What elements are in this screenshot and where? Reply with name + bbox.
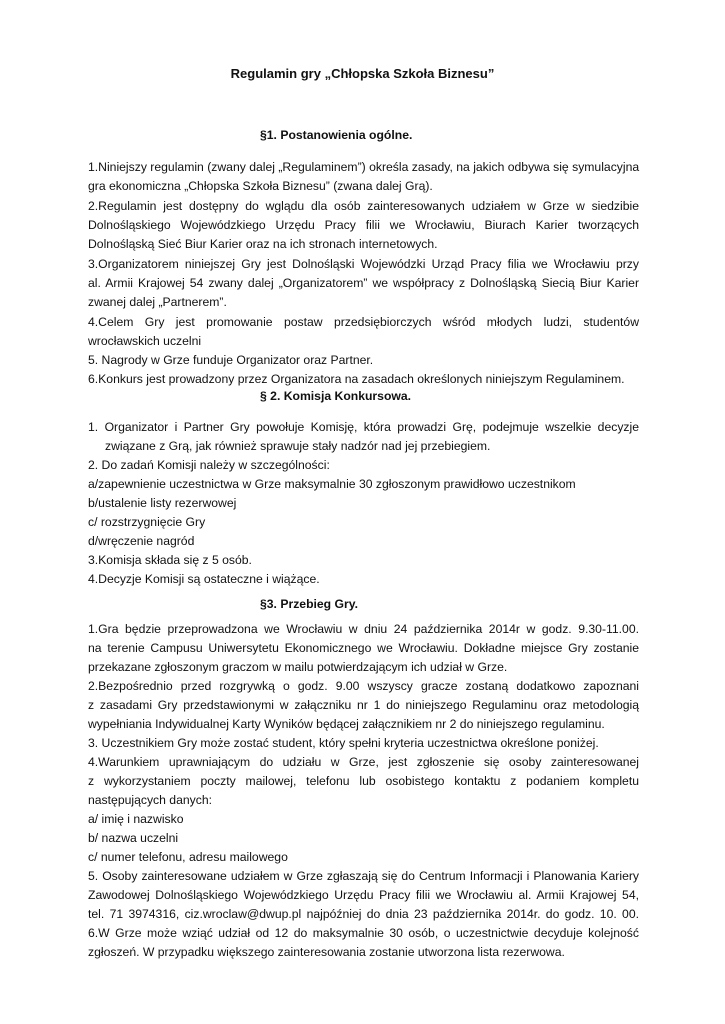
paragraph-line: na terenie Campusu Uniwersytetu Ekonomicznego we Wrocławiu. Dokładne miejsce Gry zostanie bbox=[88, 641, 639, 655]
section3-heading: §3. Przebieg Gry. bbox=[260, 597, 358, 611]
paragraph-line: 6.W Grze może wziąć udział od 12 do maksymalnie 30 osób, o uczestnictwie decyduje kolejność bbox=[88, 926, 639, 940]
paragraph-line: 2.Regulamin jest dostępny do wglądu dla osób zainteresowanych udziałem w Grze w siedzibie bbox=[88, 199, 639, 213]
paragraph-line: 1. Organizator i Partner Gry powołuje Komisję, która prowadzi Grę, podejmuje wszelkie decyzje bbox=[88, 420, 639, 434]
paragraph-line: b/ustalenie listy rezerwowej bbox=[88, 496, 237, 510]
paragraph-line: c/ numer telefonu, adresu mailowego bbox=[88, 850, 288, 864]
paragraph-line: wrocławskich uczelni bbox=[88, 334, 202, 348]
paragraph-line: 5. Osoby zainteresowane udziałem w Grze zgłaszają się do Centrum Informacji i Planowania Kariery bbox=[88, 869, 639, 883]
paragraph-line: al. Armii Krajowej 54 zwany dalej „Organizatorem” we współpracy z Dolnośląską Siecią Biur Karier bbox=[88, 276, 639, 290]
paragraph-line: gra ekonomiczna „Chłopska Szkoła Biznesu” (zwana dalej Grą). bbox=[88, 179, 433, 193]
paragraph-line: związane z Grą, jak również sprawuje stały nadzór nad jej przebiegiem. bbox=[105, 439, 491, 453]
paragraph-line: 2. Do zadań Komisji należy w szczególności: bbox=[88, 458, 330, 472]
paragraph-line: 3. Uczestnikiem Gry może zostać student, który spełni kryteria uczestnictwa określone poniżej. bbox=[88, 736, 599, 750]
paragraph-line: z wykorzystaniem poczty mailowej, telefonu lub osobistego kontaktu z podaniem kompletu bbox=[88, 774, 639, 788]
paragraph-line: Dolnośląską Sieć Biur Karier oraz na ich stronach internetowych. bbox=[88, 237, 438, 251]
paragraph-line: z zasadami Gry przedstawionymi w załączniku nr 1 do niniejszego Regulaminu oraz metodologią bbox=[88, 698, 639, 712]
paragraph-line: 3.Komisja składa się z 5 osób. bbox=[88, 553, 252, 567]
paragraph-line: d/wręczenie nagród bbox=[88, 534, 195, 548]
paragraph-line: 1.Niniejszy regulamin (zwany dalej „Regulaminem”) określa zasady, na jakich odbywa się symulacyjna bbox=[88, 160, 640, 174]
paragraph-line: tel. 71 3974316, ciz.wroclaw@dwup.pl najpóźniej do dnia 23 października 2014r. do godz. 10. 00. bbox=[88, 907, 639, 921]
paragraph-line: a/zapewnienie uczestnictwa w Grze maksymalnie 30 zgłoszonym prawidłowo uczestnikom bbox=[88, 477, 576, 491]
paragraph-line: 3.Organizatorem niniejszej Gry jest Dolnośląski Wojewódzki Urząd Pracy filia we Wrocławiu przy bbox=[88, 257, 639, 271]
paragraph-line: przekazane zgłoszonym graczom w mailu potwierdzającym ich udział w Grze. bbox=[88, 660, 508, 674]
paragraph-line: 4.Decyzje Komisji są ostateczne i wiążące. bbox=[88, 572, 320, 586]
paragraph-line: 2.Bezpośrednio przed rozgrywką o godz. 9.00 wszyscy gracze zostaną dodatkowo zapoznani bbox=[88, 679, 639, 693]
paragraph-line: wypełniania Indywidualnej Karty Wyników będącej załącznikiem nr 2 do niniejszego regulaminu. bbox=[88, 717, 605, 731]
paragraph-line: a/ imię i nazwisko bbox=[88, 812, 184, 826]
paragraph-line: 1.Gra będzie przeprowadzona we Wrocławiu w dniu 24 października 2014r w godz. 9.30-11.00. bbox=[88, 622, 639, 636]
paragraph-line: następujących danych: bbox=[88, 793, 212, 807]
paragraph-line: Zawodowej Dolnośląskiego Wojewódzkiego Urzędu Pracy filii we Wrocławiu al. Armii Krajowej 54, bbox=[88, 888, 639, 902]
section1-heading: §1. Postanowienia ogólne. bbox=[260, 128, 413, 142]
paragraph-line: 6.Konkurs jest prowadzony przez Organizatora na zasadach określonych niniejszym Regulaminem. bbox=[88, 372, 625, 386]
paragraph-line: 4.Warunkiem uprawniającym do udziału w Grze, jest zgłoszenie się osoby zainteresowanej bbox=[88, 755, 639, 769]
paragraph-line: zwanej dalej „Partnerem”. bbox=[88, 295, 227, 309]
section2-heading: § 2. Komisja Konkursowa. bbox=[260, 389, 412, 403]
paragraph-line: Dolnośląskiego Wojewódzkiego Urzędu Pracy filii we Wrocławiu, Biurach Karier tworzących bbox=[88, 218, 639, 232]
paragraph-line: b/ nazwa uczelni bbox=[88, 831, 179, 845]
paragraph-line: zgłoszeń. W przypadku większego zainteresowania zostanie utworzona lista rezerwowa. bbox=[88, 945, 565, 959]
paragraph-line: 4.Celem Gry jest promowanie postaw przedsiębiorczych wśród młodych ludzi, studentów bbox=[88, 315, 639, 329]
paragraph-line: c/ rozstrzygnięcie Gry bbox=[88, 515, 206, 529]
paragraph-line: 5. Nagrody w Grze funduje Organizator oraz Partner. bbox=[88, 353, 374, 367]
document-title: Regulamin gry „Chłopska Szkoła Biznesu” bbox=[230, 66, 495, 81]
